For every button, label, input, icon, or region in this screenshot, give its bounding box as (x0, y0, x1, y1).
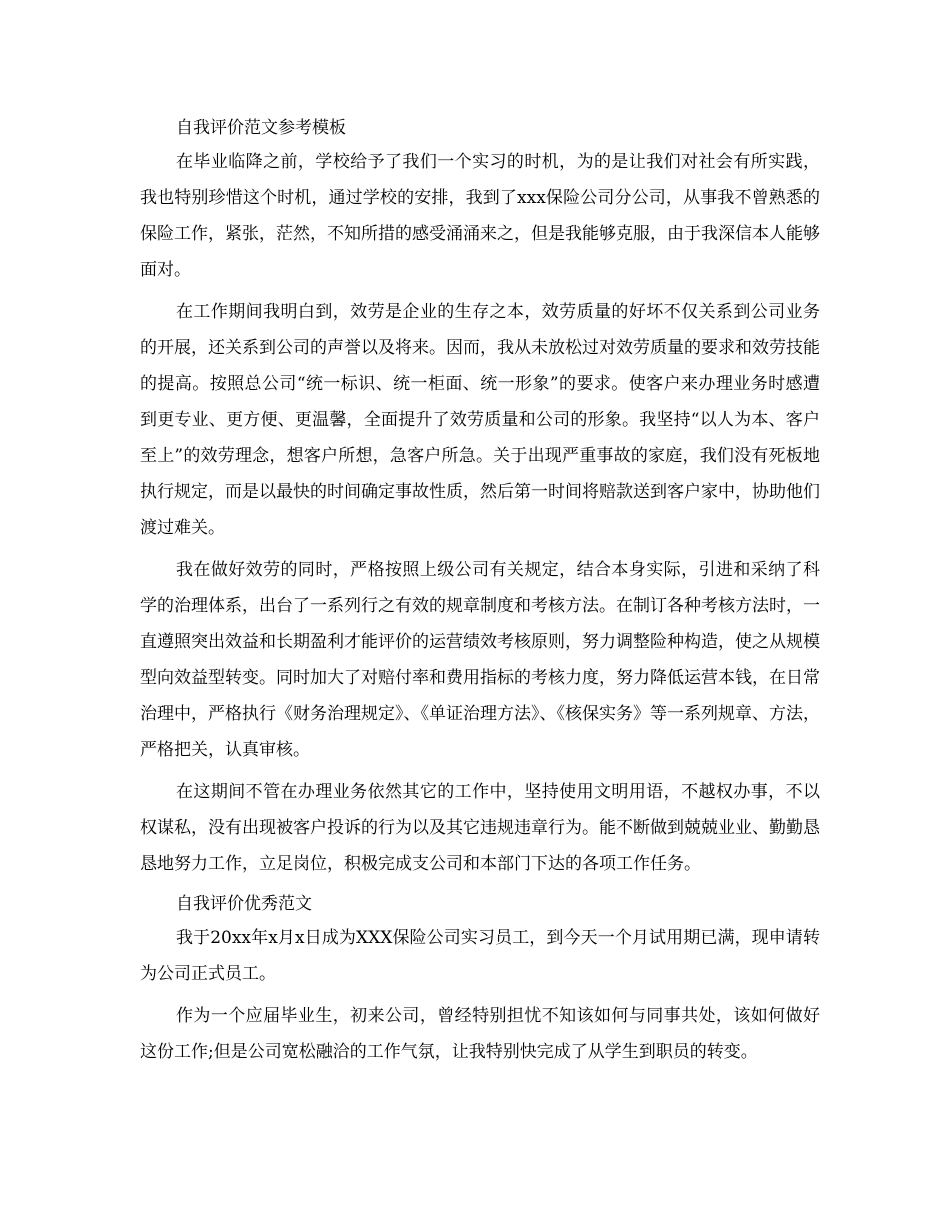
paragraph-probation: 我于20xx年x月x日成为XXX保险公司实习员工，到今天一个月试用期已满，现申请转为公司正式员工。 (140, 928, 820, 984)
document-body (140, 112, 820, 1076)
paragraph-service-quality: 在工作期间我明白到，效劳是企业的生存之本，效劳质量的好坏不仅关系到公司业务的开展，还关系到公司的声誉以及将来。因而，我从未放松过对效劳质量的要求和效劳技能的提高。按照总公司“统一标识、统一柜面、统一形象”的要求。使客户来办理业务时感遭到更专业、更方便、更温馨，全面提升了效劳质量和公司的形象。我坚持“以人为本、客户至上”的效劳理念，想客户所想，急客户所急。关于出现严重事故的家庭，我们没有死板地执行规定，而是以最快的时间确定事故性质，然后第一时间将赔款送到客户家中，协助他们渡过难关。 (140, 302, 820, 538)
paragraph-conduct: 在这期间不管在办理业务依然其它的工作中，坚持使用文明用语，不越权办事，不以权谋私，没有出现被客户投诉的行为以及其它违规违章行为。能不断做到兢兢业业、勤勤恳恳地努力工作，立足岗位，积极完成支公司和本部门下达的各项工作任务。 (140, 782, 820, 874)
section-heading-template: 自我评价范文参考模板 (176, 118, 346, 138)
paragraph-internship-intro: 在毕业临降之前，学校给予了我们一个实习的时机，为的是让我们对社会有所实践，我也特别珍惜这个时机，通过学校的安排，我到了xxx保险公司分公司，从事我不曾熟悉的保险工作，紧张，茫然，不知所措的感受涌涌来之，但是我能够克服，由于我深信本人能够面对。 (140, 152, 820, 280)
paragraph-graduate: 作为一个应届毕业生，初来公司，曾经特别担忧不知该如何与同事共处，该如何做好这份工作;但是公司宽松融洽的工作气氛，让我特别快完成了从学生到职员的转变。 (140, 1006, 820, 1062)
section-heading-excellent: 自我评价优秀范文 (176, 894, 312, 914)
paragraph-management-system: 我在做好效劳的同时，严格按照上级公司有关规定，结合本身实际，引进和采纳了科学的治理体系，出台了一系列行之有效的规章制度和考核方法。在制订各种考核方法时，一直遵照突出效益和长期盈利才能评价的运营绩效考核原则，努力调整险种构造，使之从规模型向效益型转变。同时加大了对赔付率和费用指标的考核力度，努力降低运营本钱，在日常治理中，严格执行《财务治理规定》、《单证治理方法》、《核保实务》等一系列规章、方法，严格把关，认真审核。 (140, 560, 820, 760)
